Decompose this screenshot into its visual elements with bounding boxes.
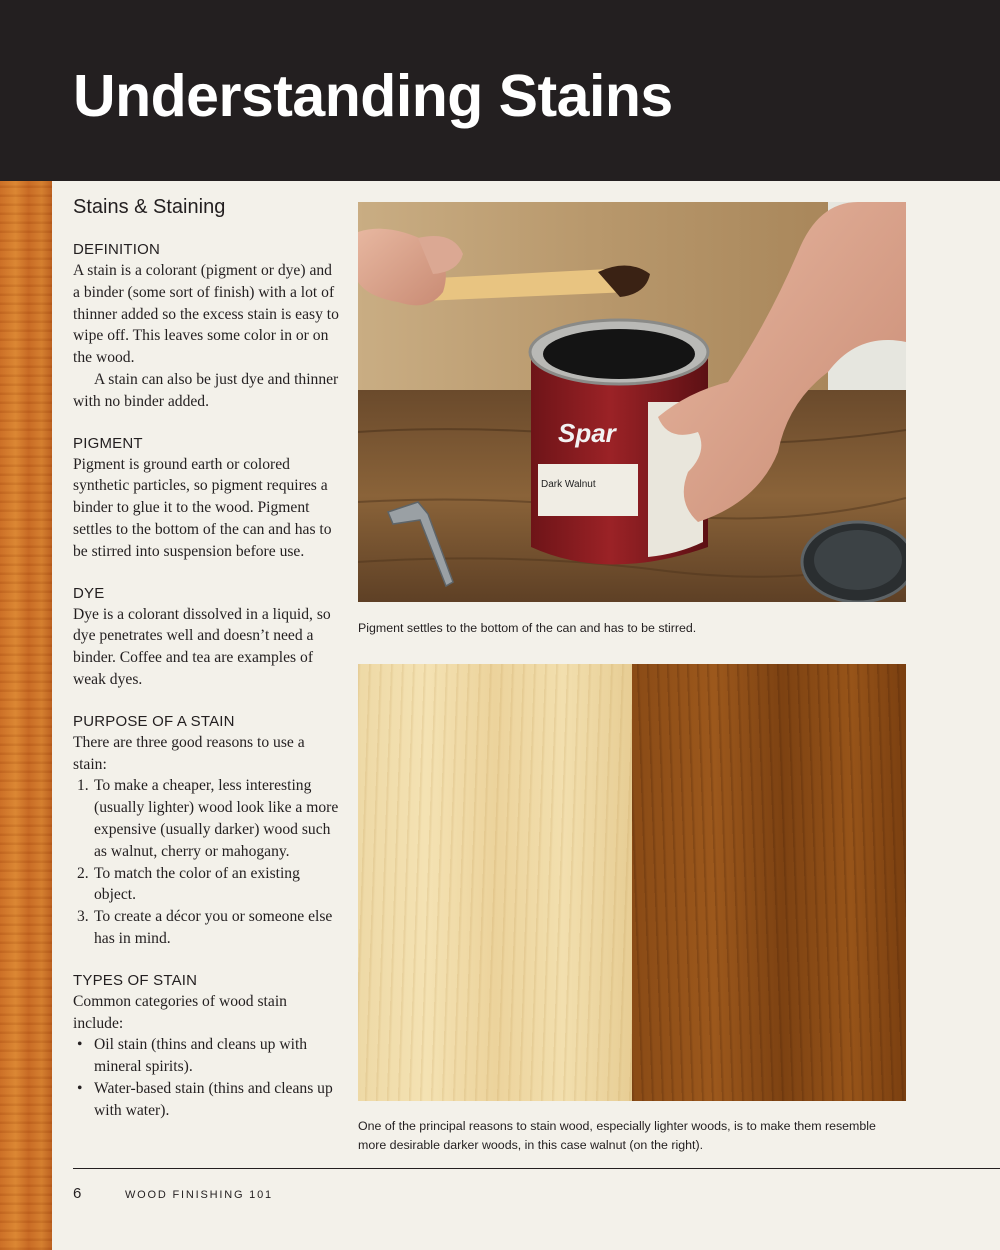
list-item-text: To create a décor you or someone else has in mind. [94,908,333,947]
definition-section [73,239,341,413]
list-item-text: Oil stain (thins and cleans up with mineral spirits). [94,1036,308,1076]
dye-heading: DYE [73,584,105,602]
list-item [73,775,341,862]
dye-section [73,583,341,691]
photo-caption-1: Pigment settles to the bottom of the can and has to be stirred. [358,621,697,635]
definition-heading: DEFINITION [73,241,160,258]
wood-comparison-photo [358,664,906,1101]
title-banner [0,0,1000,181]
pigment-paragraph: Pigment is ground earth or colored synthetic particles, so pigment requires a binder to glue it to the wood. Pigment settles to the bottom of the can and has to be stirred into suspension before use. [73,455,332,560]
types-heading: TYPES OF STAIN [73,971,198,989]
pigment-section [73,433,341,563]
list-item-text: To make a cheaper, less interesting (usually lighter) wood look like a more expensive (usually darker) wood such as walnut, cherry or mahogany. [94,777,339,860]
list-item [73,1034,341,1078]
list-item [73,863,341,907]
purpose-section [73,711,341,950]
list-item-text: Water-based stain (thins and cleans up with water). [94,1079,333,1119]
types-section [73,970,341,1122]
dye-paragraph: Dye is a colorant dissolved in a liquid, so dye penetrates well and doesn’t need a binder. Coffee and tea are examples of weak dyes. [73,605,331,688]
stain-can-photo [358,202,906,602]
list-number: 3. [77,908,89,926]
bullet-icon: • [77,1036,83,1054]
text-column [73,196,341,1142]
list-item [73,1078,341,1122]
caption-line: more desirable darker woods, in this case walnut (on the right). [358,1138,704,1152]
can-brand-label: Spar [558,418,616,448]
stain-can-illustration [358,202,906,602]
footer-rule [73,1168,1000,1169]
definition-paragraph: A stain is a colorant (pigment or dye) and a binder (some sort of finish) with a lot of thinner added so the excess stain is easy to wipe off. This leaves some color in or on the wood. [73,262,339,367]
photo-caption-2 [358,1117,918,1155]
bullet-icon: • [77,1079,83,1097]
dark-walnut-sample [632,664,906,1101]
caption-line: One of the principal reasons to stain wood, especially lighter woods, is to make them resemble [358,1119,876,1133]
purpose-intro: There are three good reasons to use a stain: [73,733,305,773]
list-number: 1. [77,777,89,795]
list-item [73,906,341,950]
running-title: WOOD FINISHING 101 [125,1189,273,1201]
list-item-text: To match the color of an existing object. [94,864,300,904]
purpose-list [73,775,341,949]
pigment-heading: PIGMENT [73,434,143,452]
types-list [73,1034,341,1121]
can-color-label: Dark Walnut [541,479,596,490]
section-title: Stains & Staining [73,196,226,218]
definition-paragraph-2: A stain can also be just dye and thinner with no binder added. [73,370,339,410]
page-number: 6 [73,1185,82,1202]
purpose-heading: PURPOSE OF A STAIN [73,712,235,730]
wood-edge-strip [0,181,52,1250]
light-wood-sample [358,664,632,1101]
types-intro: Common categories of wood stain include: [73,992,287,1032]
list-number: 2. [77,864,89,882]
page-title: Understanding Stains [73,63,673,129]
